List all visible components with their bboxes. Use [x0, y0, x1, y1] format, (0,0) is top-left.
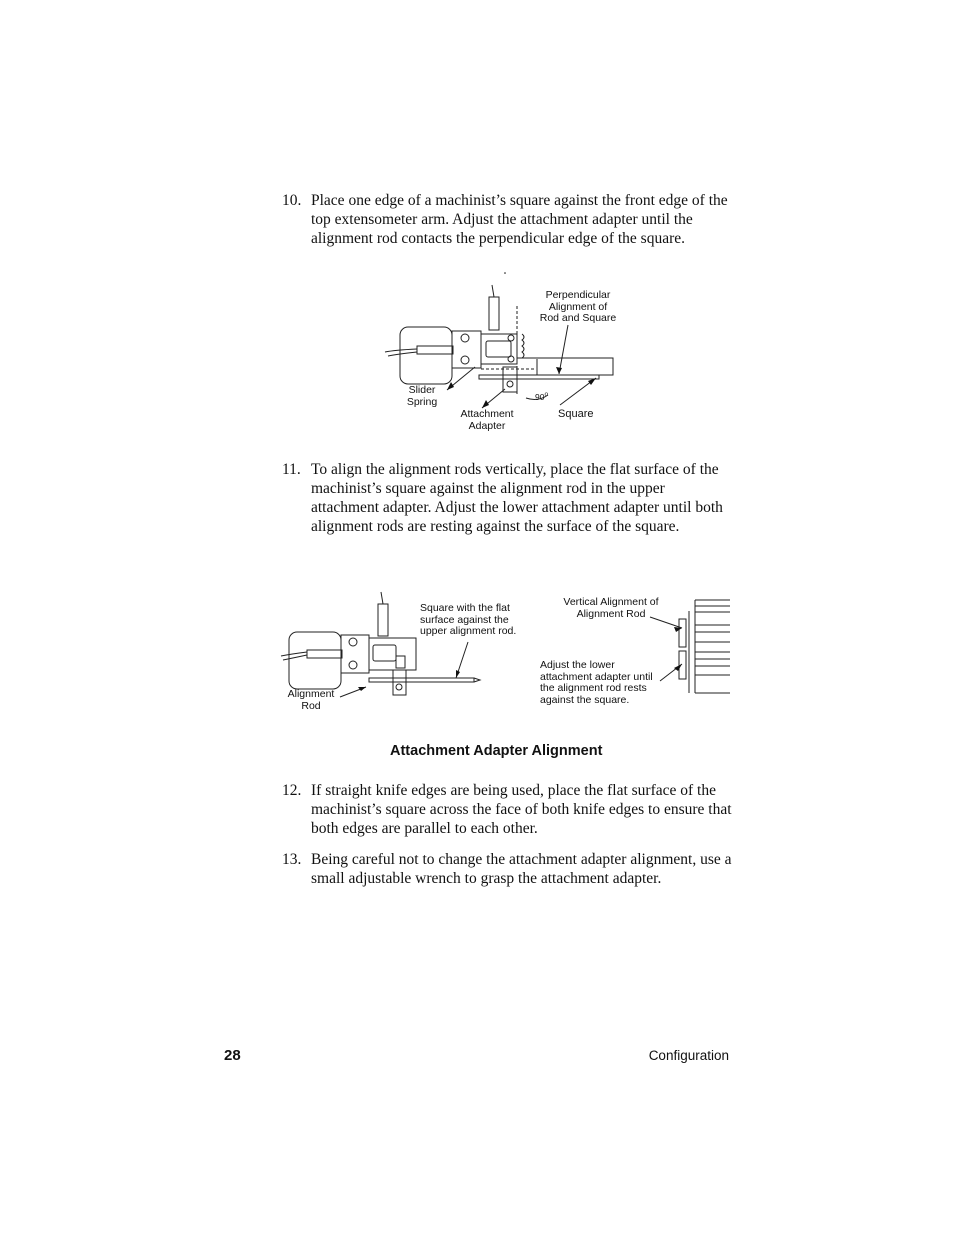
step-text: Being careful not to change the attachment adapter alignment, use a small adjustable wrench to grasp the attachment adapter.: [311, 851, 732, 887]
step-number: 12.: [282, 782, 302, 799]
step-number: 11.: [282, 461, 301, 478]
step-text: To align the alignment rods vertically, place the flat surface of the machinist’s square against the alignment rod in the upper attachment adapter. Adjust the lower attachment adapter until both alignment rods are resting against the surface of the square.: [311, 461, 723, 535]
adjust-lower-adapter-label: Adjust the lower attachment adapter until the alignment rod rests against the square.: [540, 659, 653, 706]
perpendicular-alignment-label: Perpendicular Alignment of Rod and Square: [539, 289, 617, 324]
step-text: Place one edge of a machinist’s square against the front edge of the top extensometer arm. Adjust the attachment adapter until the alignment rod contacts the perpendicular edge of the square.: [311, 192, 728, 247]
angle-value: 90: [535, 391, 545, 402]
degree-mark: o: [544, 391, 549, 398]
alignment-rod-label: Alignment Rod: [287, 688, 335, 712]
slider-spring-label: Slider Spring: [406, 384, 438, 408]
angle-label: [535, 389, 548, 403]
step-text: If straight knife edges are being used, place the flat surface of the machinist’s square across the face of both knife edges to ensure that both edges are parallel to each other.: [311, 782, 732, 837]
square-flat-surface-label: Square with the flat surface against the upper alignment rod.: [420, 602, 517, 637]
page-number: 28: [224, 1047, 241, 1064]
section-title: Configuration: [648, 1048, 729, 1063]
attachment-adapter-label: Attachment Adapter: [460, 408, 514, 432]
vertical-alignment-label: Vertical Alignment of Alignment Rod: [563, 596, 659, 620]
step-number: 13.: [282, 851, 302, 868]
figure-caption: Attachment Adapter Alignment: [390, 743, 603, 759]
square-label: Square: [558, 408, 594, 420]
step-number: 10.: [282, 192, 302, 209]
